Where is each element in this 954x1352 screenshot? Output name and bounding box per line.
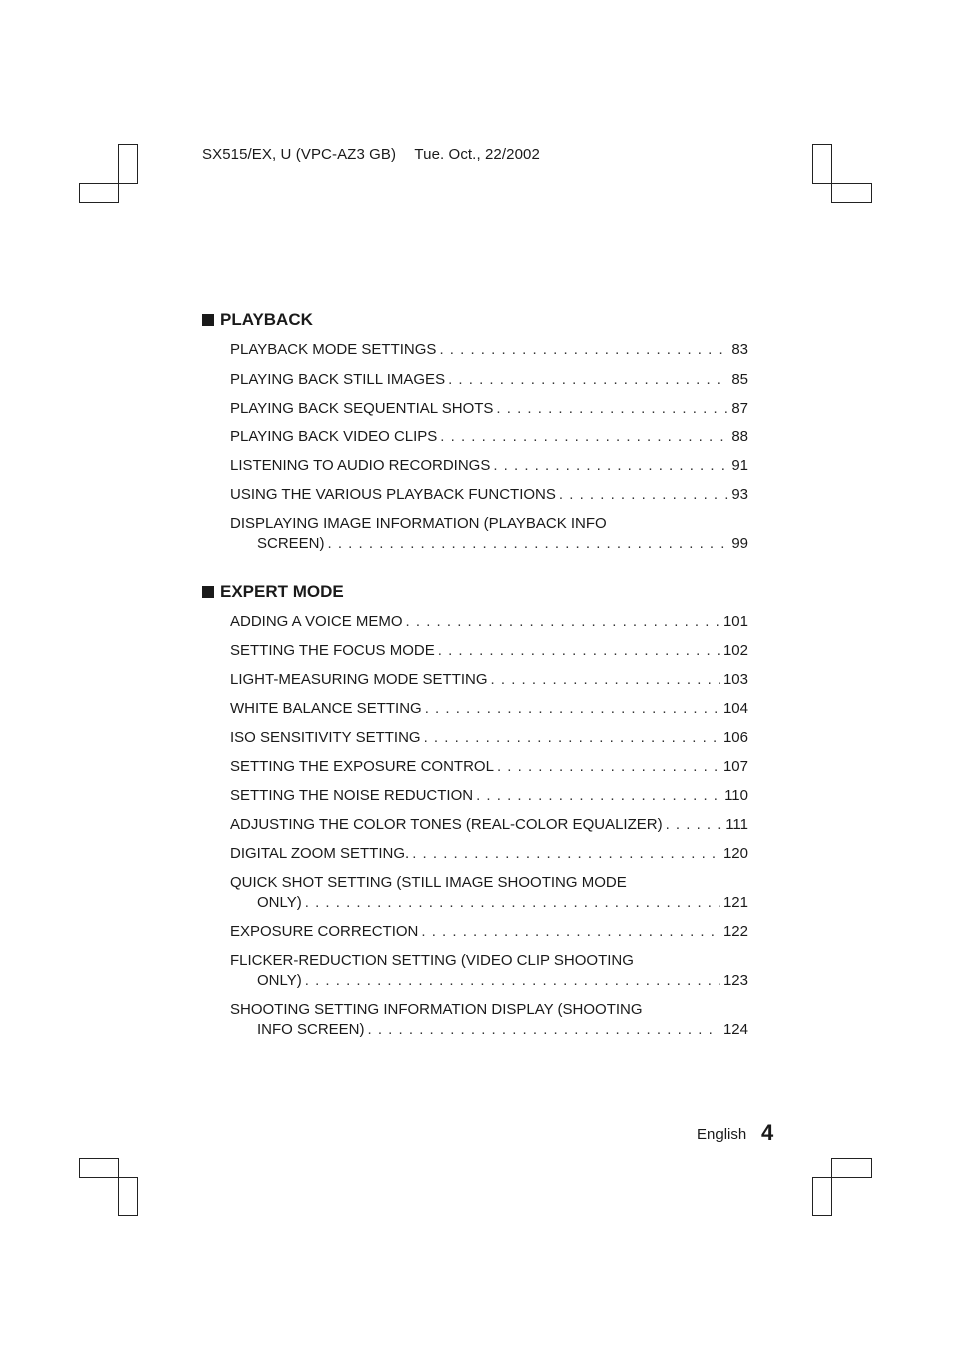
- toc-entry[interactable]: WHITE BALANCE SETTING . . . 104: [230, 699, 748, 719]
- section-title-playback: PLAYBACK: [202, 310, 313, 330]
- crop-mark-top-left-horizontal: [79, 183, 119, 203]
- crop-mark-top-left-vertical: [118, 144, 138, 184]
- crop-mark-bottom-left-vertical: [118, 1177, 138, 1216]
- toc-entry[interactable]: SETTING THE NOISE REDUCTION . . . 110: [230, 786, 748, 806]
- page-number: 103: [722, 671, 748, 688]
- toc-entry[interactable]: DIGITAL ZOOM SETTING. . . . 120: [230, 844, 748, 864]
- page-number: 124: [722, 1021, 748, 1038]
- page-number: 121: [722, 894, 748, 911]
- toc-entry[interactable]: QUICK SHOT SETTING (STILL IMAGE SHOOTING MODE ONLY) . . . 121: [230, 873, 748, 913]
- page-number: 111: [725, 816, 748, 833]
- crop-mark-bottom-right-horizontal: [831, 1158, 872, 1178]
- page-number: 120: [722, 845, 748, 862]
- toc-entry[interactable]: LIGHT-MEASURING MODE SETTING . . . 103: [230, 670, 748, 690]
- page-number: 110: [724, 787, 748, 804]
- toc-entry[interactable]: ISO SENSITIVITY SETTING . . . 106: [230, 728, 748, 748]
- toc-entry[interactable]: ADDING A VOICE MEMO . . . 101: [230, 612, 748, 632]
- page-number: 87: [731, 400, 748, 417]
- toc-entry[interactable]: EXPOSURE CORRECTION . . . 122: [230, 922, 748, 942]
- footer-page-number: 4: [761, 1120, 774, 1145]
- square-bullet-icon: [202, 586, 214, 598]
- crop-mark-top-right-vertical: [812, 144, 832, 184]
- crop-mark-bottom-left-horizontal: [79, 1158, 119, 1178]
- page-number: 88: [731, 428, 748, 445]
- page-number: 122: [722, 923, 748, 940]
- toc-entry[interactable]: SETTING THE FOCUS MODE . . . 102: [230, 641, 748, 661]
- page-number: 104: [722, 700, 748, 717]
- toc-entry[interactable]: PLAYING BACK SEQUENTIAL SHOTS . . . 87: [230, 399, 748, 419]
- toc-entry[interactable]: ADJUSTING THE COLOR TONES (REAL-COLOR EQUALIZER) . . . 111: [230, 815, 748, 835]
- page-number: 93: [731, 486, 748, 503]
- page-number: 99: [731, 535, 748, 552]
- model-code: SX515/EX, U (VPC-AZ3 GB): [202, 146, 397, 163]
- section-title-expert-mode: EXPERT MODE: [202, 582, 344, 602]
- toc-entry[interactable]: PLAYING BACK STILL IMAGES . . . 85: [230, 370, 748, 390]
- toc-entry[interactable]: SHOOTING SETTING INFORMATION DISPLAY (SHOOTING INFO SCREEN) . . . 124: [230, 1000, 748, 1040]
- crop-mark-bottom-right-vertical: [812, 1177, 832, 1216]
- footer-language: English: [697, 1126, 747, 1143]
- page-number: 102: [722, 642, 748, 659]
- toc-entry[interactable]: USING THE VARIOUS PLAYBACK FUNCTIONS . . . 93: [230, 485, 748, 505]
- print-date: Tue. Oct., 22/2002: [414, 146, 540, 163]
- page-number: 85: [731, 371, 748, 388]
- toc-entry[interactable]: PLAYING BACK VIDEO CLIPS . . . 88: [230, 427, 748, 447]
- toc-entry[interactable]: SETTING THE EXPOSURE CONTROL . . . 107: [230, 757, 748, 777]
- page-number: 101: [722, 613, 748, 630]
- toc-entry[interactable]: FLICKER-REDUCTION SETTING (VIDEO CLIP SHOOTING ONLY) . . . 123: [230, 951, 748, 991]
- page-number: 107: [722, 758, 748, 775]
- square-bullet-icon: [202, 314, 214, 326]
- toc-entry[interactable]: PLAYBACK MODE SETTINGS . . . 83: [230, 340, 748, 360]
- page-number: 106: [722, 729, 748, 746]
- toc-entry[interactable]: LISTENING TO AUDIO RECORDINGS . . . 91: [230, 456, 748, 476]
- toc-entry[interactable]: DISPLAYING IMAGE INFORMATION (PLAYBACK INFO SCREEN) . . . 99: [230, 514, 748, 554]
- page-number: 83: [731, 341, 748, 358]
- crop-mark-top-right-horizontal: [831, 183, 872, 203]
- print-header: [202, 146, 540, 163]
- page-number: 123: [722, 972, 748, 989]
- page-number: 91: [731, 457, 748, 474]
